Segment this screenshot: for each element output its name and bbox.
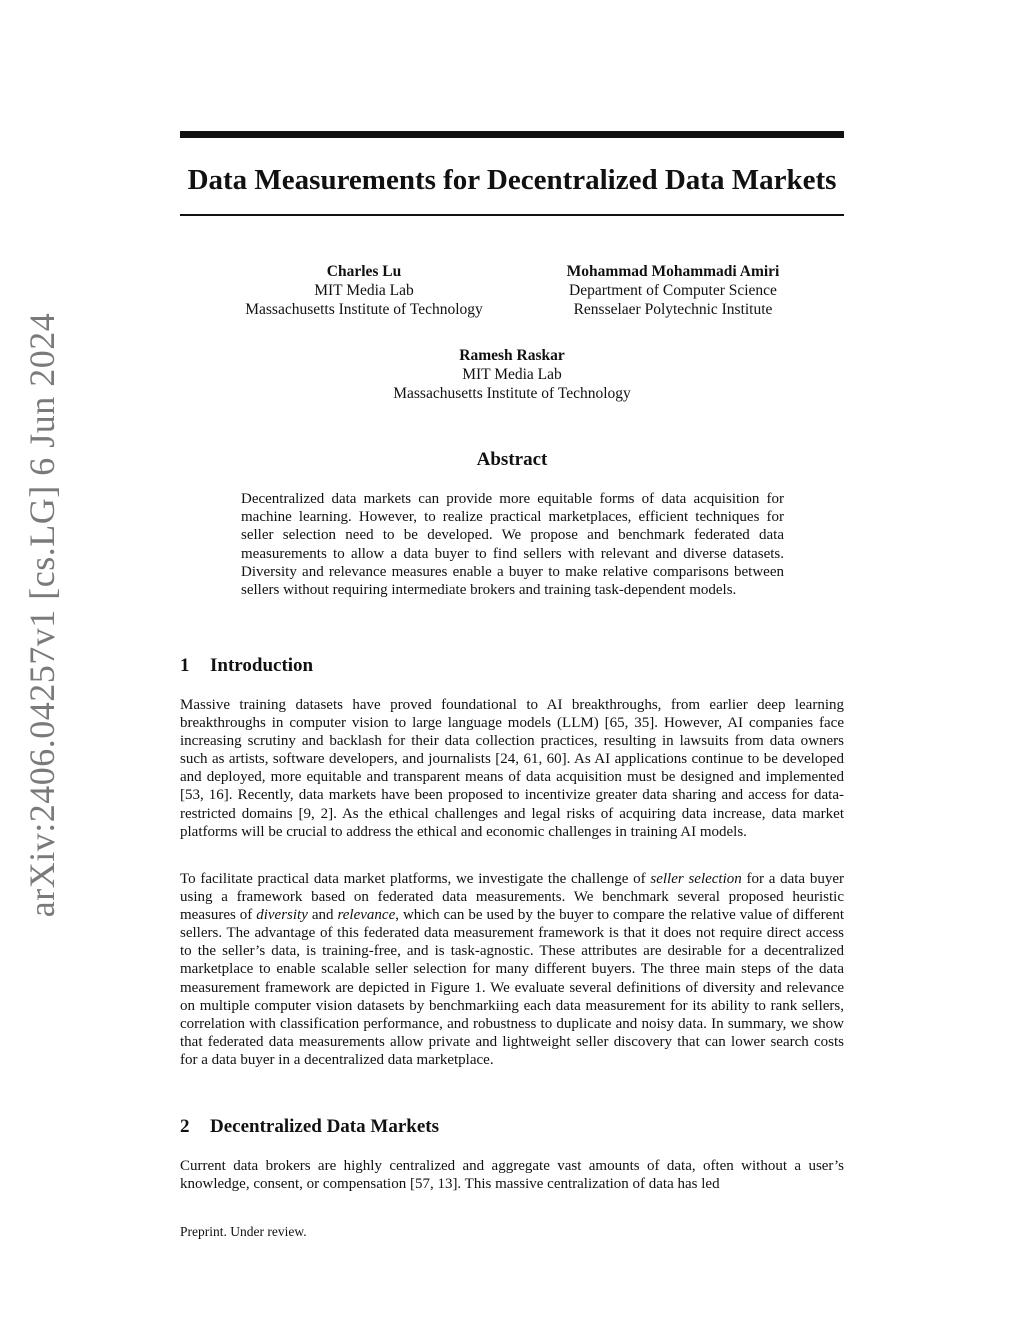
text-run: and <box>307 907 338 924</box>
title-top-rule <box>180 131 844 138</box>
arxiv-id-text: arXiv:2406.04257v1 [cs.LG] 6 Jun 2024 <box>22 312 62 918</box>
paper-title: Data Measurements for Decentralized Data Markets <box>187 164 837 196</box>
author-name: Ramesh Raskar <box>459 347 565 364</box>
body-paragraph <box>180 870 844 1069</box>
author-affiliation: Rensselaer Polytechnic Institute <box>573 301 773 318</box>
arxiv-identifier-stamp <box>10 312 74 918</box>
body-paragraph: Massive training datasets have proved foundational to AI breakthroughs, from earlier deep learning breakthroughs in computer vision to large language models (LLM) [65, 35]. However, AI companies face increasing scrutiny and backlash for their data collection practices, resulting in lawsuits from data owners such as artists, software developers, and journalists [24, 61, 60]. As AI applications continue to be developed and deployed, more equitable and transparent means of data acquisition must be designed and implemented [53, 16]. Recently, data markets have been proposed to incentivize greater data sharing and access for data-restricted domains [9, 2]. As the ethical challenges and legal risks of acquiring data increase, data market platforms will be crucial to address the ethical and economic challenges in training AI models. <box>180 697 844 840</box>
footer-note: Preprint. Under review. <box>180 1224 307 1239</box>
author-name: Mohammad Mohammadi Amiri <box>566 263 780 280</box>
section-title: Introduction <box>210 655 314 676</box>
section-number: 2 <box>180 1116 190 1137</box>
section-number: 1 <box>180 655 190 676</box>
author-affiliation: MIT Media Lab <box>314 282 414 299</box>
text-run: To facilitate practical data market platforms, we investigate the challenge of <box>180 871 651 887</box>
abstract-heading: Abstract <box>476 449 548 470</box>
section-title: Decentralized Data Markets <box>210 1116 439 1137</box>
author-affiliation: Department of Computer Science <box>569 282 777 299</box>
title-bottom-rule <box>180 214 844 216</box>
text-run: for a data buyer using a framework based on federated data measurements. We benchmark several proposed heuristic measures of <box>180 871 844 924</box>
author-affiliation: Massachusetts Institute of Technology <box>245 301 483 318</box>
author-affiliation: MIT Media Lab <box>462 366 562 383</box>
emphasis-seller-selection: seller selection <box>650 871 742 887</box>
author-affiliation: Massachusetts Institute of Technology <box>393 385 631 402</box>
author-block <box>200 262 528 319</box>
author-block <box>520 262 826 319</box>
author-block <box>342 346 682 403</box>
text-run: , which can be used by the buyer to compare the relative value of different sellers. The advantage of this federated data measurement framework is that it does not require direct access to the seller’s data, is training-free, and is task-agnostic. These attributes are desirable for a decentralized marketplace to enable scalable seller selection for many different buyers. The three main steps of the data measurement framework are depicted in Figure 1. We evaluate several definitions of diversity and relevance on multiple computer vision datasets by benchmarkiing each data measurement for its ability to rank sellers, correlation with classification performance, and robustness to duplicate and noisy data. In summary, we show that federated data measurements allow private and lightweight seller discovery that can lower search costs for a data buyer in a decentralized data marketplace. <box>180 907 844 1068</box>
body-paragraph: Current data brokers are highly centralized and aggregate vast amounts of data, often without a user’s knowledge, consent, or compensation [57, 13]. This massive centralization of data has led <box>180 1158 844 1193</box>
emphasis-relevance: relevance <box>337 907 396 924</box>
section-heading-introduction <box>180 655 313 677</box>
section-heading-decentralized-data-markets <box>180 1116 439 1138</box>
abstract-text: Decentralized data markets can provide more equitable forms of data acquisition for machine learning. However, to realize practical marketplaces, efficient techniques for seller selection need to be developed. We propose and benchmark federated data measurements to allow a data buyer to find sellers with relevant and diverse datasets. Diversity and relevance measures enable a buyer to make relative comparisons between sellers without requiring intermediate brokers and training task-dependent models. <box>241 491 784 599</box>
emphasis-diversity: diversity <box>256 907 308 924</box>
author-name: Charles Lu <box>326 263 402 280</box>
